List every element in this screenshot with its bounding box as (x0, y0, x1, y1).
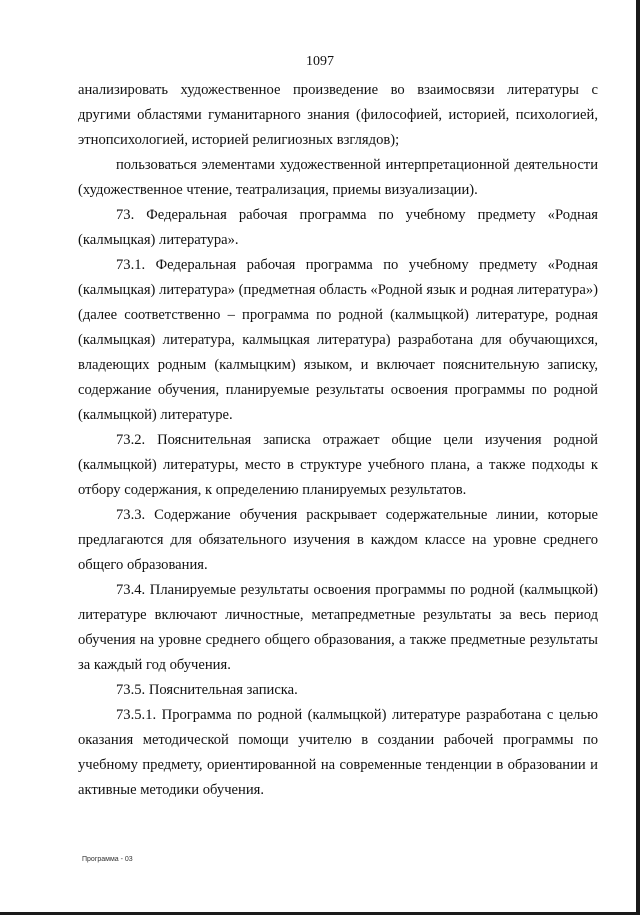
paragraph-73-5: 73.5. Пояснительная записка. (116, 682, 298, 698)
page-number: 1097 (306, 54, 334, 69)
paragraph-continuation: анализировать художественное произведение во взаимосвязи литературы с другими областями гуманитарного знания (философией, историей, психологией, этнопсихологией, историей религиозных взглядов); (78, 82, 598, 148)
paragraph-73-5-1: 73.5.1. Программа по родной (калмыцкой) литературе разработана с целью оказания методической помощи учителю в создании рабочей программы по учебному предмету, ориентированной на современные тенденции в образовании и активные методики обучения. (78, 707, 598, 798)
page-border-right (636, 0, 640, 915)
paragraph-73-3: 73.3. Содержание обучения раскрывает содержательные линии, которые предлагаются для обязательного изучения в каждом классе на уровне среднего общего образования. (78, 507, 598, 573)
paragraph: пользоваться элементами художественной интерпретационной деятельности (художественное чтение, театрализация, приемы визуализации). (78, 157, 598, 198)
paragraph-73-2: 73.2. Пояснительная записка отражает общие цели изучения родной (калмыцкой) литературы, место в структуре учебного плана, а также подходы к отбору содержания, к определению планируемых результатов. (78, 432, 598, 498)
document-body (78, 78, 598, 803)
footer-label: Программа - 03 (82, 856, 133, 863)
paragraph-73-4: 73.4. Планируемые результаты освоения программы по родной (калмыцкой) литературе включают личностные, метапредметные результаты за весь период обучения на уровне среднего общего образования, а также предметные результаты за каждый год обучения. (78, 582, 598, 673)
section-heading-73: 73. Федеральная рабочая программа по учебному предмету «Родная (калмыцкая) литература». (78, 207, 598, 248)
paragraph-73-1: 73.1. Федеральная рабочая программа по учебному предмету «Родная (калмыцкая) литература» (предметная область «Родной язык и родная литература») (далее соответственно – программа по родной (калмыцкой) литературе, родная (калмыцкая) литература, калмыцкая литература) разработана для обучающихся, владеющих родным (калмыцким) языком, и включает пояснительную записку, содержание обучения, планируемые результаты освоения программы по родной (калмыцкой) литературе. (78, 257, 598, 423)
